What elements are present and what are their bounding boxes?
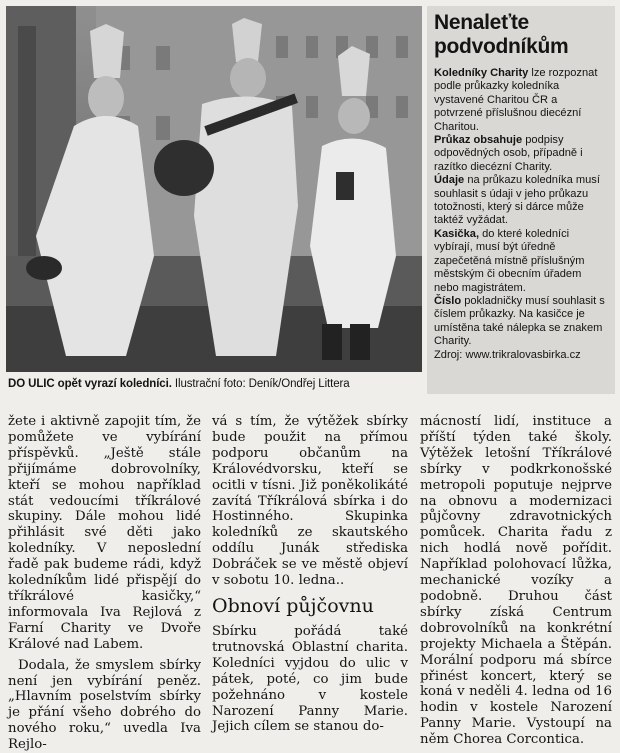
sidebar-item-text: lze rozpoznat podle průkazky koledníka vystavené Charitou ČR a potvrzené příslušnou diecézní Charitou. bbox=[434, 67, 598, 133]
carolers-photo bbox=[6, 6, 422, 372]
photo-carolers-icon bbox=[6, 6, 422, 372]
sidebar-item-text: do které koledníci vybírají, musí být úředně zapečetěná místně příslušným městským či obecním úřadem nebo magistrátem. bbox=[434, 227, 585, 294]
sidebar-item bbox=[434, 295, 608, 349]
caption-credit: Ilustrační foto: Deník/Ondřej Littera bbox=[174, 378, 350, 390]
article-paragraph: mácností lidí, instituce a příští týden také školy. Výtěžek letošní Tříkrálové sbírky v podkrkonošské metropoli poputuje nejprve na obnovu a modernizaci půjčovny zdravotnických pomůcek. Charita řadu z nich hodlá nově pořídit. Například polohovací lůžka, mechanické vozíky a podobně. Druhou část sbírky získá Centrum dobrovolníků na konkrétní projekty Michaela a Štěpán. Morální podporu má sbírce přinést koncert, který se koná v neděli 4. ledna od 16 hodin v kostele Narození Panny Marie. Vystoupí na něm Chorea Corcontica. bbox=[420, 414, 612, 748]
sidebar-item bbox=[434, 174, 608, 228]
sidebar-title-line2: podvodníkům bbox=[434, 35, 569, 58]
article-column-1 bbox=[8, 414, 201, 753]
sidebar-item-text: na průkazu koledníka musí souhlasit s údaji v jeho průkazu totožnosti, který si dárce může taktéž vyžádat. bbox=[434, 174, 600, 227]
photo-caption bbox=[8, 378, 420, 390]
sidebar-item-lead: Údaje bbox=[434, 174, 465, 187]
caption-bold: DO ULIC opět vyrazí koledníci. bbox=[8, 378, 172, 390]
article-paragraph: Dodala, že smyslem sbírky není jen vybírání peněz. „Hlavním poselstvím sbírky je přání všeho dobrého do nového roku,“ uvedla Iva Rejlo- bbox=[8, 657, 201, 753]
sidebar-item bbox=[434, 134, 608, 174]
article-subheading: Obnoví půjčovnu bbox=[212, 594, 374, 617]
article-paragraph: žete i aktivně zapojit tím, že pomůžete ve vybírání příspěvků. „Ještě stále přijímáme dobrovolníky, kteří se mohou například stát vedoucími tříkrálové skupiny. Dále mohou lidé přihlásit své děti jako koledníky. V neposlední řadě pak budeme rádi, když koledníkům lidé přispějí do tříkrálové kasičky,“ informovala Iva Rejlová z Farní Charity ve Dvoře Králové nad Labem. bbox=[8, 414, 201, 652]
sidebar-title bbox=[434, 11, 608, 59]
sidebar-source: Zdroj: www.trikralovasbirka.cz bbox=[434, 348, 581, 361]
sidebar-item-lead: Číslo bbox=[434, 294, 462, 307]
sidebar-item-text: pokladničky musí souhlasit s číslem průkazky. Na kasičce je umístěna také nálepka se znakem Charity. bbox=[434, 294, 605, 348]
sidebar-title-line1: Nenaleťte bbox=[434, 11, 529, 34]
sidebar-item bbox=[434, 228, 608, 295]
sidebar-item-lead: Průkaz obsahuje bbox=[434, 134, 523, 147]
sidebar-item-lead: Kasička, bbox=[434, 227, 480, 240]
article-column-2 bbox=[212, 414, 408, 735]
sidebar-item-lead: Koledníky Charity bbox=[434, 67, 529, 79]
sidebar-box bbox=[427, 6, 615, 394]
article-paragraph: vá s tím, že výtěžek sbírky bude použit na přímou podporu občanům na Královédvorsku, kteří se ocitli v tísni. Již poněkolikáté zavítá Tříkrálová sbírka i do Hostinného. Skupinka koledníků ze skautského oddílu Junák střediska Dobráček se ve městě objeví v sobotu 10. ledna.. bbox=[212, 414, 408, 589]
sidebar-item-text: podpisy odpovědných osob, případně i razítko diecézní Charity. bbox=[434, 134, 583, 173]
article-paragraph: Sbírku pořádá také trutnovská Oblastní charita. Koledníci vyjdou do ulic v pátek, poté, co jim bude požehnáno v kostele Narození Panny Marie. Jejich cílem se stanou do- bbox=[212, 623, 408, 735]
sidebar-item bbox=[434, 67, 608, 134]
article-column-3 bbox=[420, 414, 612, 748]
